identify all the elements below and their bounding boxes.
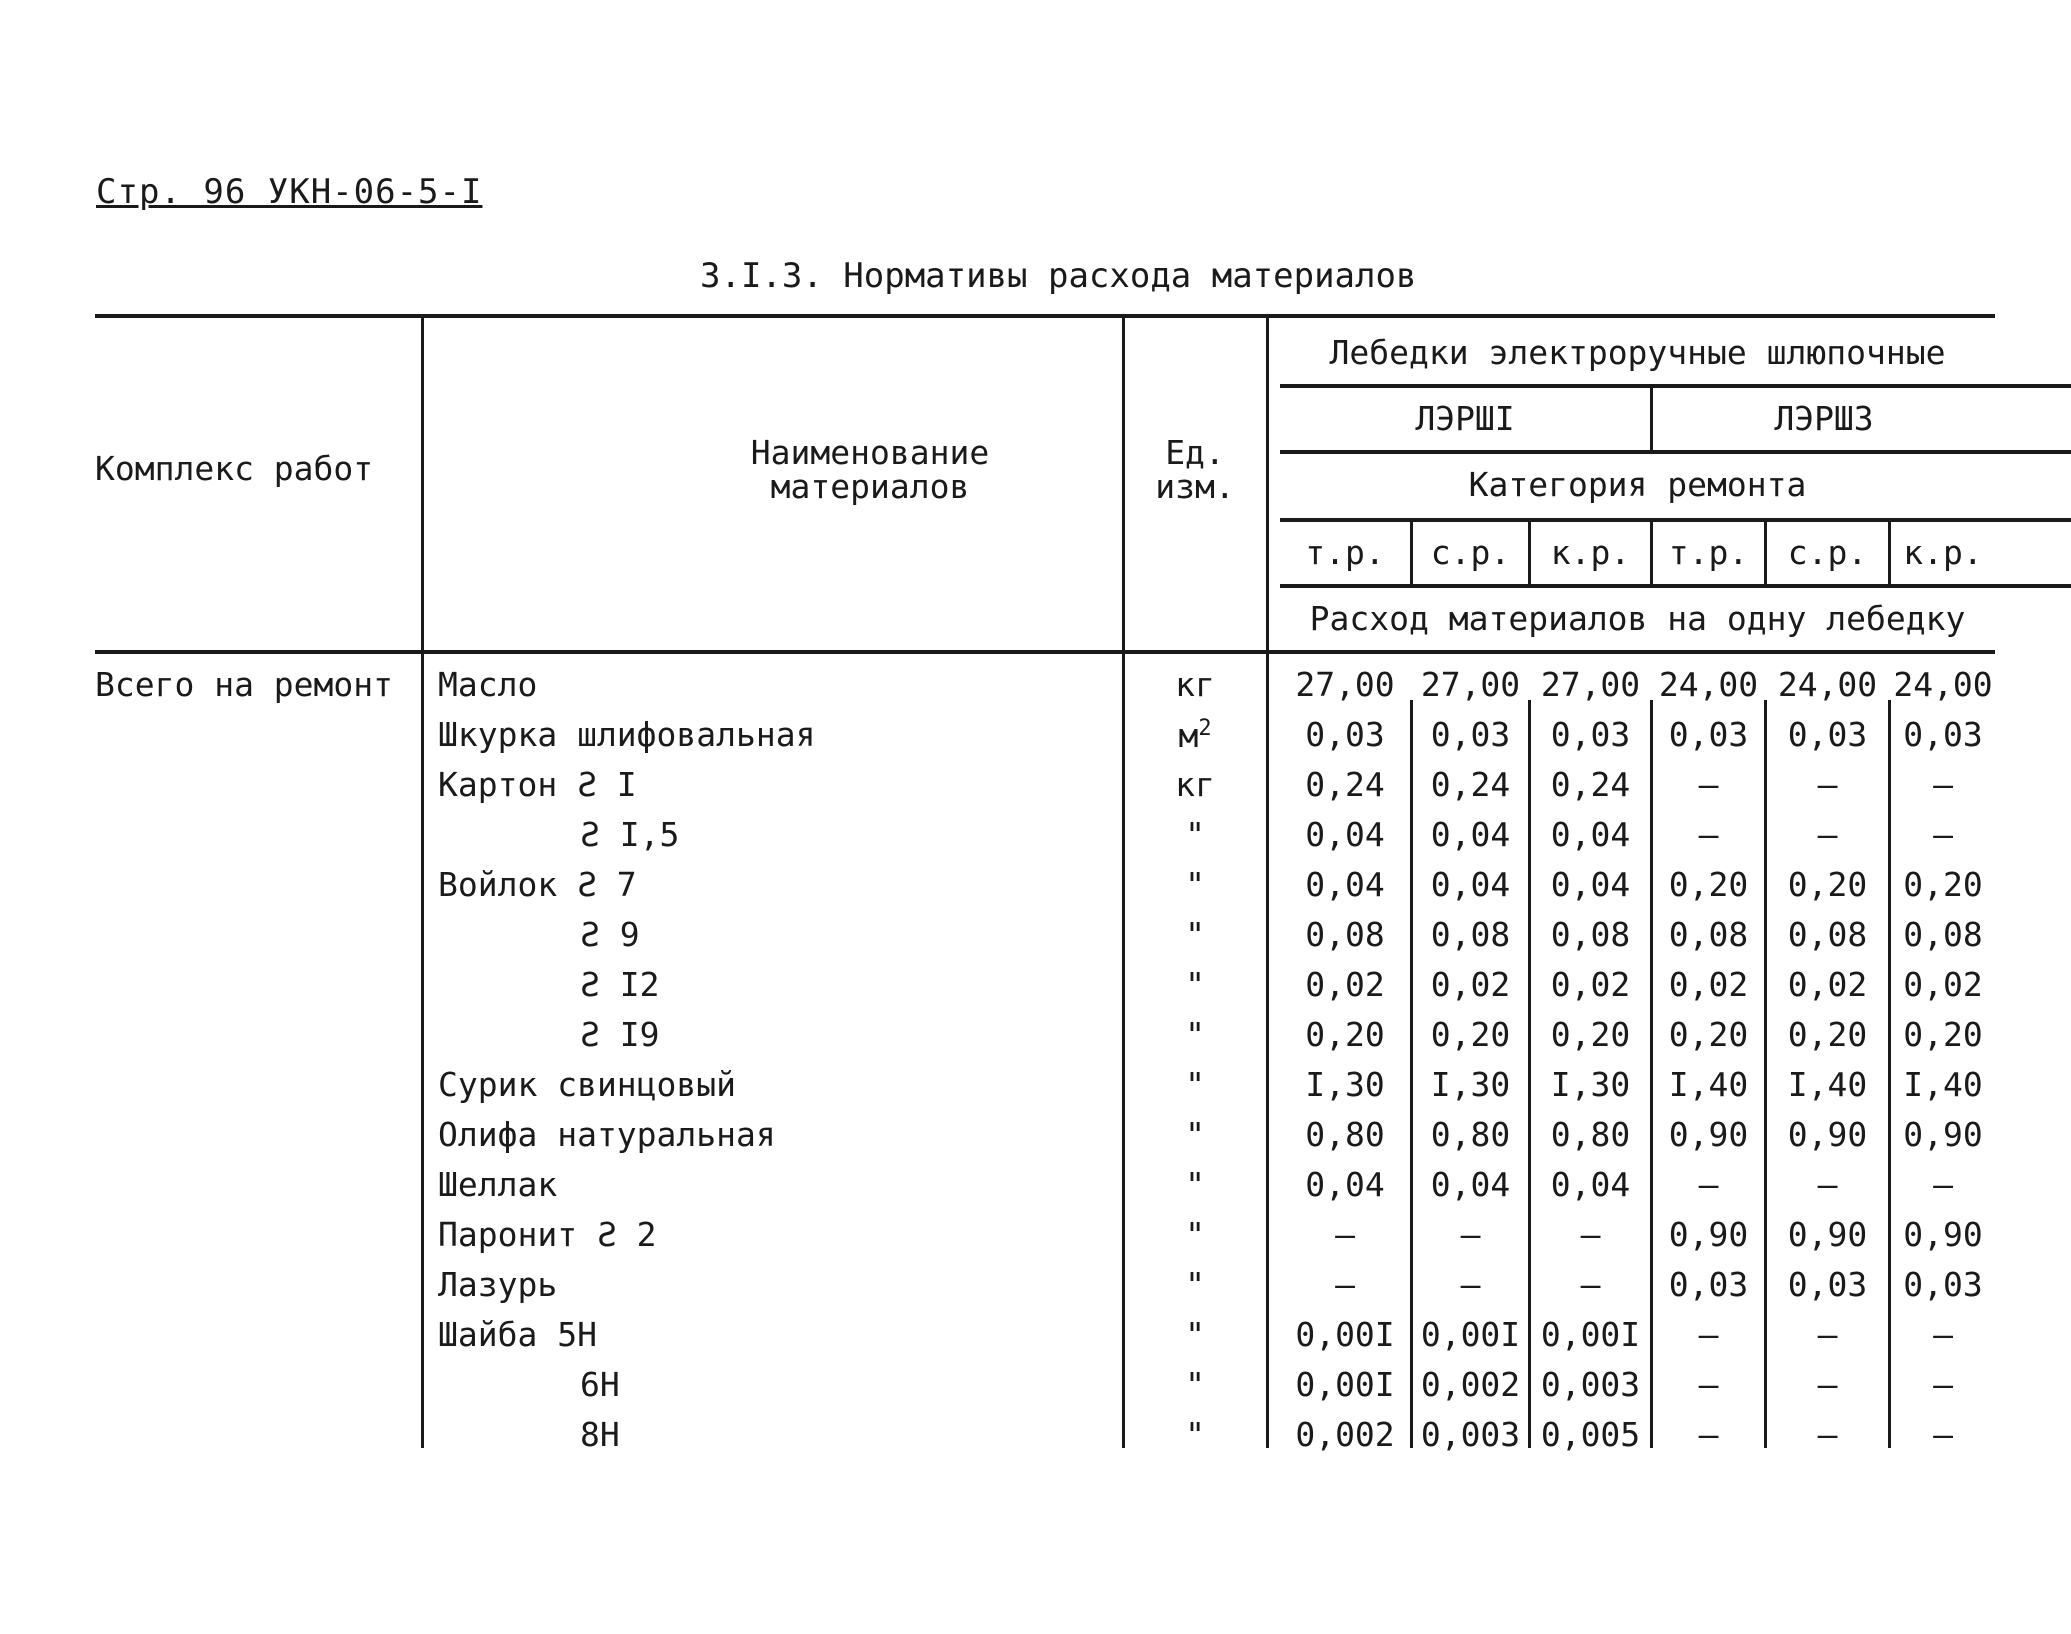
value-cell: 0,24 (1305, 765, 1385, 804)
value-cell: 0,04 (1305, 865, 1385, 904)
material-name: Олифа натуральная (438, 1115, 776, 1154)
material-unit (1140, 1265, 1250, 1304)
table-top-rule (95, 314, 1995, 318)
category-rule (1280, 518, 2071, 522)
value-cell: – (1460, 1215, 1481, 1254)
value-cell: 0,02 (1668, 965, 1749, 1004)
unit-text: " (1185, 1315, 1205, 1354)
value-cell: 0,002 (1420, 1365, 1521, 1404)
material-unit (1140, 915, 1250, 954)
value-cell: 0,20 (1668, 865, 1749, 904)
value-cell: – (1698, 765, 1719, 804)
material-unit (1140, 815, 1250, 854)
value-cell: 0,08 (1668, 915, 1749, 954)
value-cell: – (1698, 815, 1719, 854)
value-cell: 0,04 (1430, 1165, 1511, 1204)
value-cell: 0,08 (1550, 915, 1631, 954)
material-unit (1140, 716, 1250, 755)
value-cell: 0,20 (1787, 1015, 1868, 1054)
unit-text: " (1185, 1215, 1205, 1254)
value-cell: I,30 (1430, 1065, 1511, 1104)
material-unit (1140, 1165, 1250, 1204)
value-cell: – (1698, 1415, 1719, 1454)
unit-text: " (1185, 1415, 1205, 1454)
value-cell: 0,04 (1430, 865, 1511, 904)
material-unit (1140, 965, 1250, 1004)
value-cell: 24,00 (1777, 665, 1878, 704)
material-name: Паронит Ƨ 2 (438, 1215, 657, 1254)
cat-label-kr2: к.р. (1903, 533, 1983, 572)
header-model-2: ЛЭРШЗ (1774, 399, 1874, 438)
header-category: Категория ремонта (1468, 465, 1807, 504)
value-cell: 0,80 (1430, 1115, 1511, 1154)
value-cell: 0,04 (1550, 865, 1631, 904)
unit-text: " (1185, 1265, 1205, 1304)
value-cell: – (1698, 1315, 1719, 1354)
unit-text: кг (1175, 765, 1215, 804)
value-cell: 0,00I (1540, 1315, 1641, 1354)
header-material-2: материалов (770, 467, 970, 506)
value-cell: – (1580, 1215, 1601, 1254)
unit-text: " (1185, 1115, 1205, 1154)
value-cell: 27,00 (1295, 665, 1395, 704)
value-cell: 0,02 (1787, 965, 1868, 1004)
value-cell: 0,90 (1903, 1115, 1983, 1154)
value-cell: 0,04 (1305, 815, 1385, 854)
table-title: 3.I.3. Нормативы расхода материалов (700, 256, 1417, 296)
unit-superscript: 2 (1198, 716, 1212, 741)
value-cell: – (1817, 765, 1838, 804)
unit-text: " (1185, 915, 1205, 954)
value-cell: – (1933, 815, 1953, 854)
material-name: Войлок Ƨ 7 (438, 865, 637, 904)
value-cell: 24,00 (1658, 665, 1759, 704)
material-name: Шкурка шлифовальная (438, 715, 816, 754)
material-unit (1140, 665, 1250, 704)
value-cell: 27,00 (1540, 665, 1641, 704)
value-cell: 0,02 (1550, 965, 1631, 1004)
value-cell: 0,00I (1295, 1315, 1395, 1354)
material-name: 8Н (580, 1415, 620, 1454)
value-cell: – (1817, 1365, 1838, 1404)
value-cell: 0,08 (1430, 915, 1511, 954)
material-unit (1140, 1115, 1250, 1154)
header-group: Лебедки электроручные шлюпочные (1329, 333, 1946, 372)
material-name: Ƨ I,5 (580, 815, 680, 854)
material-unit (1140, 1015, 1250, 1054)
header-material-1: Наименование (750, 433, 990, 472)
work-name: Всего на ремонт (95, 665, 394, 704)
value-cell: 0,24 (1430, 765, 1511, 804)
value-cell: 0,04 (1305, 1165, 1385, 1204)
value-cell: 0,90 (1668, 1215, 1749, 1254)
unit-text: м (1178, 716, 1199, 755)
value-cell: 0,24 (1550, 765, 1631, 804)
value-cell: – (1460, 1265, 1481, 1304)
material-name: Картон Ƨ I (438, 765, 637, 804)
material-unit (1140, 1065, 1250, 1104)
value-cell: – (1933, 765, 1953, 804)
value-cell: 0,08 (1903, 915, 1983, 954)
value-cell: 0,20 (1305, 1015, 1385, 1054)
material-name: Шайба 5Н (438, 1315, 597, 1354)
value-cell: 0,02 (1430, 965, 1511, 1004)
value-cell: 27,00 (1420, 665, 1521, 704)
cat-label-kr1: к.р. (1550, 533, 1631, 572)
page-reference: Стр. 96 УКН-06-5-I (96, 172, 483, 212)
value-cell: 0,20 (1903, 1015, 1983, 1054)
unit-text: " (1185, 1365, 1205, 1404)
value-cell: 0,02 (1903, 965, 1983, 1004)
value-cell: 0,00I (1295, 1365, 1395, 1404)
group-rule (1280, 384, 2071, 388)
value-cell: 0,20 (1787, 865, 1868, 904)
value-cell: 0,03 (1430, 715, 1511, 754)
material-name: Ƨ I2 (580, 965, 660, 1004)
value-cell: – (1580, 1265, 1601, 1304)
unit-text: " (1185, 1015, 1205, 1054)
value-cell: 0,90 (1668, 1115, 1749, 1154)
value-cell: 0,20 (1550, 1015, 1631, 1054)
material-unit (1140, 1365, 1250, 1404)
divider-unit (1266, 314, 1269, 1448)
value-cell: 0,90 (1787, 1115, 1868, 1154)
value-cell: 0,20 (1668, 1015, 1749, 1054)
value-cell: 0,20 (1430, 1015, 1511, 1054)
material-name: Шеллак (438, 1165, 558, 1204)
material-unit (1140, 1315, 1250, 1354)
value-cell: I,30 (1305, 1065, 1385, 1104)
cat-label-sr2: с.р. (1787, 533, 1868, 572)
unit-text: " (1185, 865, 1205, 904)
value-cell: – (1817, 1415, 1838, 1454)
value-cell: 0,03 (1305, 715, 1385, 754)
divider-work (421, 314, 424, 1448)
value-cell: 0,90 (1903, 1215, 1983, 1254)
material-name: Масло (438, 665, 538, 704)
value-cell: 0,005 (1540, 1415, 1641, 1454)
value-cell: 0,03 (1668, 1265, 1749, 1304)
header-model-1: ЛЭРШI (1415, 399, 1515, 438)
unit-text: " (1185, 1065, 1205, 1104)
value-cell: 0,80 (1550, 1115, 1631, 1154)
value-cell: 0,003 (1540, 1365, 1641, 1404)
header-bottom-rule (95, 650, 1995, 654)
cat-label-sr1: с.р. (1430, 533, 1511, 572)
value-cell: 0,90 (1787, 1215, 1868, 1254)
value-cell: I,40 (1903, 1065, 1983, 1104)
value-cell: 0,03 (1787, 715, 1868, 754)
value-cell: 0,00I (1420, 1315, 1521, 1354)
value-cell: – (1817, 1165, 1838, 1204)
value-cell: 0,002 (1295, 1415, 1395, 1454)
value-cell: 0,03 (1787, 1265, 1868, 1304)
value-cell: 24,00 (1893, 665, 1993, 704)
material-unit (1140, 1215, 1250, 1254)
material-unit (1140, 865, 1250, 904)
value-cell: – (1335, 1215, 1355, 1254)
value-cell: I,40 (1787, 1065, 1868, 1104)
header-consumption: Расход материалов на одну лебедку (1309, 599, 1966, 638)
value-cell: 0,03 (1903, 715, 1983, 754)
header-work: Комплекс работ (95, 449, 374, 488)
value-cell: I,30 (1550, 1065, 1631, 1104)
model-rule (1280, 450, 2071, 454)
value-cell: I,40 (1668, 1065, 1749, 1104)
cat-label-tr2: т.р. (1668, 533, 1749, 572)
value-cell: – (1933, 1415, 1953, 1454)
value-cell: – (1817, 1315, 1838, 1354)
value-cell: 0,003 (1420, 1415, 1521, 1454)
material-name: 6Н (580, 1365, 620, 1404)
value-cell: – (1335, 1265, 1355, 1304)
unit-text: " (1185, 965, 1205, 1004)
value-cell: 0,04 (1550, 815, 1631, 854)
value-cell: – (1698, 1165, 1719, 1204)
value-cell: 0,80 (1305, 1115, 1385, 1154)
divider-material (1122, 314, 1125, 1448)
value-cell: 0,08 (1305, 915, 1385, 954)
value-cell: – (1698, 1365, 1719, 1404)
value-cell: 0,03 (1903, 1265, 1983, 1304)
material-unit (1140, 1415, 1250, 1454)
unit-text: кг (1175, 665, 1215, 704)
value-cell: 0,03 (1668, 715, 1749, 754)
header-unit-2: изм. (1155, 467, 1235, 506)
value-cell: 0,20 (1903, 865, 1983, 904)
value-cell: 0,03 (1550, 715, 1631, 754)
value-cell: – (1933, 1365, 1953, 1404)
value-cell: 0,04 (1430, 815, 1511, 854)
value-cell: 0,02 (1305, 965, 1385, 1004)
cat-labels-rule (1280, 584, 2071, 588)
value-cell: – (1933, 1165, 1953, 1204)
header-unit-1: Ед. (1165, 433, 1225, 472)
value-cell: – (1933, 1315, 1953, 1354)
material-name: Сурик свинцовый (438, 1065, 737, 1104)
value-cell: – (1817, 815, 1838, 854)
material-name: Ƨ 9 (580, 915, 640, 954)
unit-text: " (1185, 1165, 1205, 1204)
material-unit (1140, 765, 1250, 804)
cat-label-tr1: т.р. (1305, 533, 1385, 572)
value-cell: 0,04 (1550, 1165, 1631, 1204)
material-name: Лазурь (438, 1265, 558, 1304)
value-cell: 0,08 (1787, 915, 1868, 954)
unit-text: " (1185, 815, 1205, 854)
material-name: Ƨ I9 (580, 1015, 660, 1054)
